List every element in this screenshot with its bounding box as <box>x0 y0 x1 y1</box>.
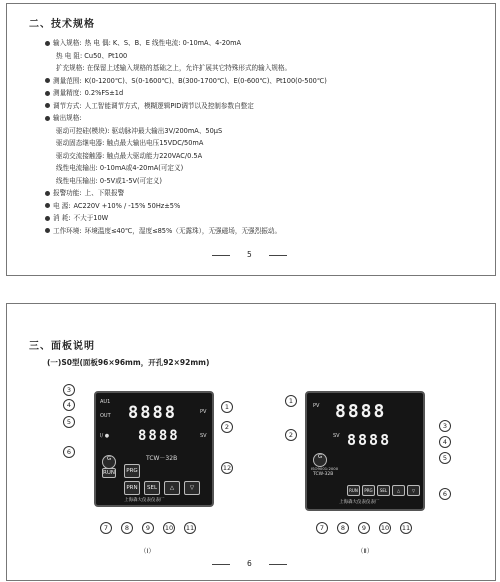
spec-label: 工作环境: <box>53 226 82 235</box>
sv-display: 8888 <box>138 428 180 444</box>
divider <box>212 564 230 565</box>
indicator-label: OUT <box>100 413 111 419</box>
sv-label: SV <box>200 433 207 439</box>
sv-display: 8888 <box>347 431 392 449</box>
maker-label: 上海森大仪表仪表厂 <box>339 500 380 505</box>
spec-value: 线性电压输出: 0-5V或1-5V(可定义) <box>56 176 162 185</box>
bullet-icon <box>45 203 50 208</box>
figure-caption: （Ⅱ） <box>357 547 374 555</box>
key-button-4[interactable]: ▽ <box>407 485 420 496</box>
page-number: 6 <box>247 559 252 568</box>
logo-icon: G <box>313 453 327 467</box>
prg-button[interactable]: PRG <box>124 464 140 478</box>
spec-value: K(0-1200℃)、S(0-1600℃)、B(300-1700℃)、E(0-600℃)、Pt100(0-500℃) <box>84 76 327 85</box>
spec-heading: 二、技术规格 <box>29 19 95 30</box>
spec-value: 热 电 阻: Cu50、Pt100 <box>56 51 128 60</box>
bullet-icon <box>45 78 50 83</box>
indicator-label: AU1 <box>100 399 111 405</box>
spec-label: 电 源: <box>53 201 71 210</box>
spec-value: 0.2%FS±1d <box>84 89 124 97</box>
pv-label: PV <box>200 409 207 415</box>
spec-label: 测量精度: <box>53 89 82 97</box>
divider <box>212 255 230 256</box>
logo-icon: G <box>102 455 116 469</box>
spec-label: 测量范围: <box>53 76 82 85</box>
pv-display: 8888 <box>335 401 387 422</box>
bullet-icon <box>45 41 50 46</box>
spec-row <box>45 151 202 162</box>
spec-row <box>45 226 281 237</box>
key-button-2[interactable]: SEL <box>377 485 390 496</box>
callout-3: 3 <box>63 384 75 396</box>
spec-row <box>45 176 162 187</box>
key-button-0[interactable]: RUN <box>347 485 360 496</box>
pv-label: PV <box>313 403 320 409</box>
spec-value: 扩充规格: 在保留上述输入规格的基础之上，允许扩展其它特殊形式的输入规格。 <box>56 64 292 72</box>
divider <box>269 255 287 256</box>
controller-panel-1 <box>94 391 214 507</box>
callout-7: 7 <box>316 522 328 534</box>
callout-3: 3 <box>439 420 451 432</box>
spec-row <box>45 63 291 74</box>
spec-row <box>45 51 127 62</box>
prn-button[interactable]: PRN <box>124 481 140 495</box>
model-label: TCW－32B <box>146 455 178 462</box>
up-button[interactable]: △ <box>164 481 180 495</box>
callout-11: 11 <box>401 524 411 532</box>
callout-1: 1 <box>221 401 233 413</box>
bullet-icon <box>45 191 50 196</box>
bullet-icon <box>45 228 50 233</box>
model-label: TCW-32B <box>313 472 334 477</box>
spec-row <box>45 126 222 137</box>
spec-row <box>45 101 254 112</box>
run-button[interactable]: RUN <box>103 470 115 476</box>
spec-value: 不大于10W <box>73 214 109 222</box>
callout-6: 6 <box>439 488 451 500</box>
spec-value: 驱动可控硅(模块): 驱动脉冲最大输出3V/200mA、50μS <box>56 126 223 135</box>
bullet-icon <box>45 91 50 96</box>
sv-label: SV <box>333 433 340 439</box>
spec-row <box>45 38 241 49</box>
bullet-icon <box>45 103 50 108</box>
callout-10: 10 <box>164 524 174 532</box>
spec-label: 输出规格: <box>53 114 82 122</box>
callout-11: 11 <box>185 524 195 532</box>
spec-row <box>45 163 183 174</box>
bullet-icon <box>45 116 50 121</box>
callout-6: 6 <box>63 446 75 458</box>
callout-1: 1 <box>285 395 297 407</box>
key-button-1[interactable]: PRG <box>362 485 375 496</box>
panel-subheading: (一)S0型(面板96×96mm，开孔92×92mm) <box>47 358 210 367</box>
panel-page <box>6 303 496 581</box>
spec-value: 环境温度≤40℃，湿度≤85%（无露珠），无强磁场，无强烈振动。 <box>84 226 282 235</box>
callout-9: 9 <box>358 522 370 534</box>
callout-4: 4 <box>63 399 75 411</box>
indicator-label: I/ ● <box>100 433 110 439</box>
spec-label: 输入规格: <box>53 39 82 47</box>
callout-5: 5 <box>439 452 451 464</box>
callout-8: 8 <box>121 522 133 534</box>
down-button[interactable]: ▽ <box>184 481 200 495</box>
callout-10: 10 <box>380 524 390 532</box>
spec-label: 报警功能: <box>53 189 82 197</box>
page-number: 5 <box>247 250 252 259</box>
spec-value: 驱动交流接触器: 触点最大驱动能力220VAC/0.5A <box>56 151 203 160</box>
spec-row <box>45 213 108 224</box>
spec-value: 线性电流输出: 0-10mA或4-20mA(可定义) <box>56 164 184 172</box>
bullet-icon <box>45 216 50 221</box>
callout-7: 7 <box>100 522 112 534</box>
callout-2: 2 <box>221 421 233 433</box>
maker-label: 上海森大仪表仪表厂 <box>124 498 165 503</box>
spec-row <box>45 113 85 124</box>
callout-12: 12 <box>222 464 232 472</box>
spec-value: 热 电 偶: K、S、B、E 线性电流: 0-10mA、4-20mA <box>84 39 242 47</box>
callout-8: 8 <box>337 522 349 534</box>
key-button-3[interactable]: △ <box>392 485 405 496</box>
iso-label: ISO9001:2000 <box>311 466 339 471</box>
spec-row <box>45 138 203 149</box>
spec-row <box>45 201 180 212</box>
spec-value: 人工智能调节方式，模糊逻辑PID调节以及控制参数自整定 <box>84 101 254 110</box>
spec-row <box>45 76 327 87</box>
divider <box>269 564 287 565</box>
controller-panel-2 <box>305 391 425 511</box>
pv-display: 8888 <box>128 403 177 423</box>
callout-2: 2 <box>285 429 297 441</box>
spec-label: 调节方式: <box>53 101 82 110</box>
figure-caption: （Ⅰ） <box>140 547 155 555</box>
panel-heading: 三、面板说明 <box>29 341 95 352</box>
spec-value: 驱动固态继电器: 触点最大输出电压15VDC/50mA <box>56 139 204 147</box>
spec-label: 消 耗: <box>53 214 71 222</box>
callout-4: 4 <box>439 436 451 448</box>
spec-page <box>6 3 496 276</box>
callout-5: 5 <box>63 416 75 428</box>
spec-value: AC220V +10% / -15% 50Hz±5% <box>73 201 181 210</box>
sel-button[interactable]: SEL <box>144 481 160 495</box>
spec-value: 上、下限报警 <box>84 189 125 197</box>
spec-row <box>45 88 123 99</box>
callout-9: 9 <box>142 522 154 534</box>
spec-row <box>45 188 124 199</box>
